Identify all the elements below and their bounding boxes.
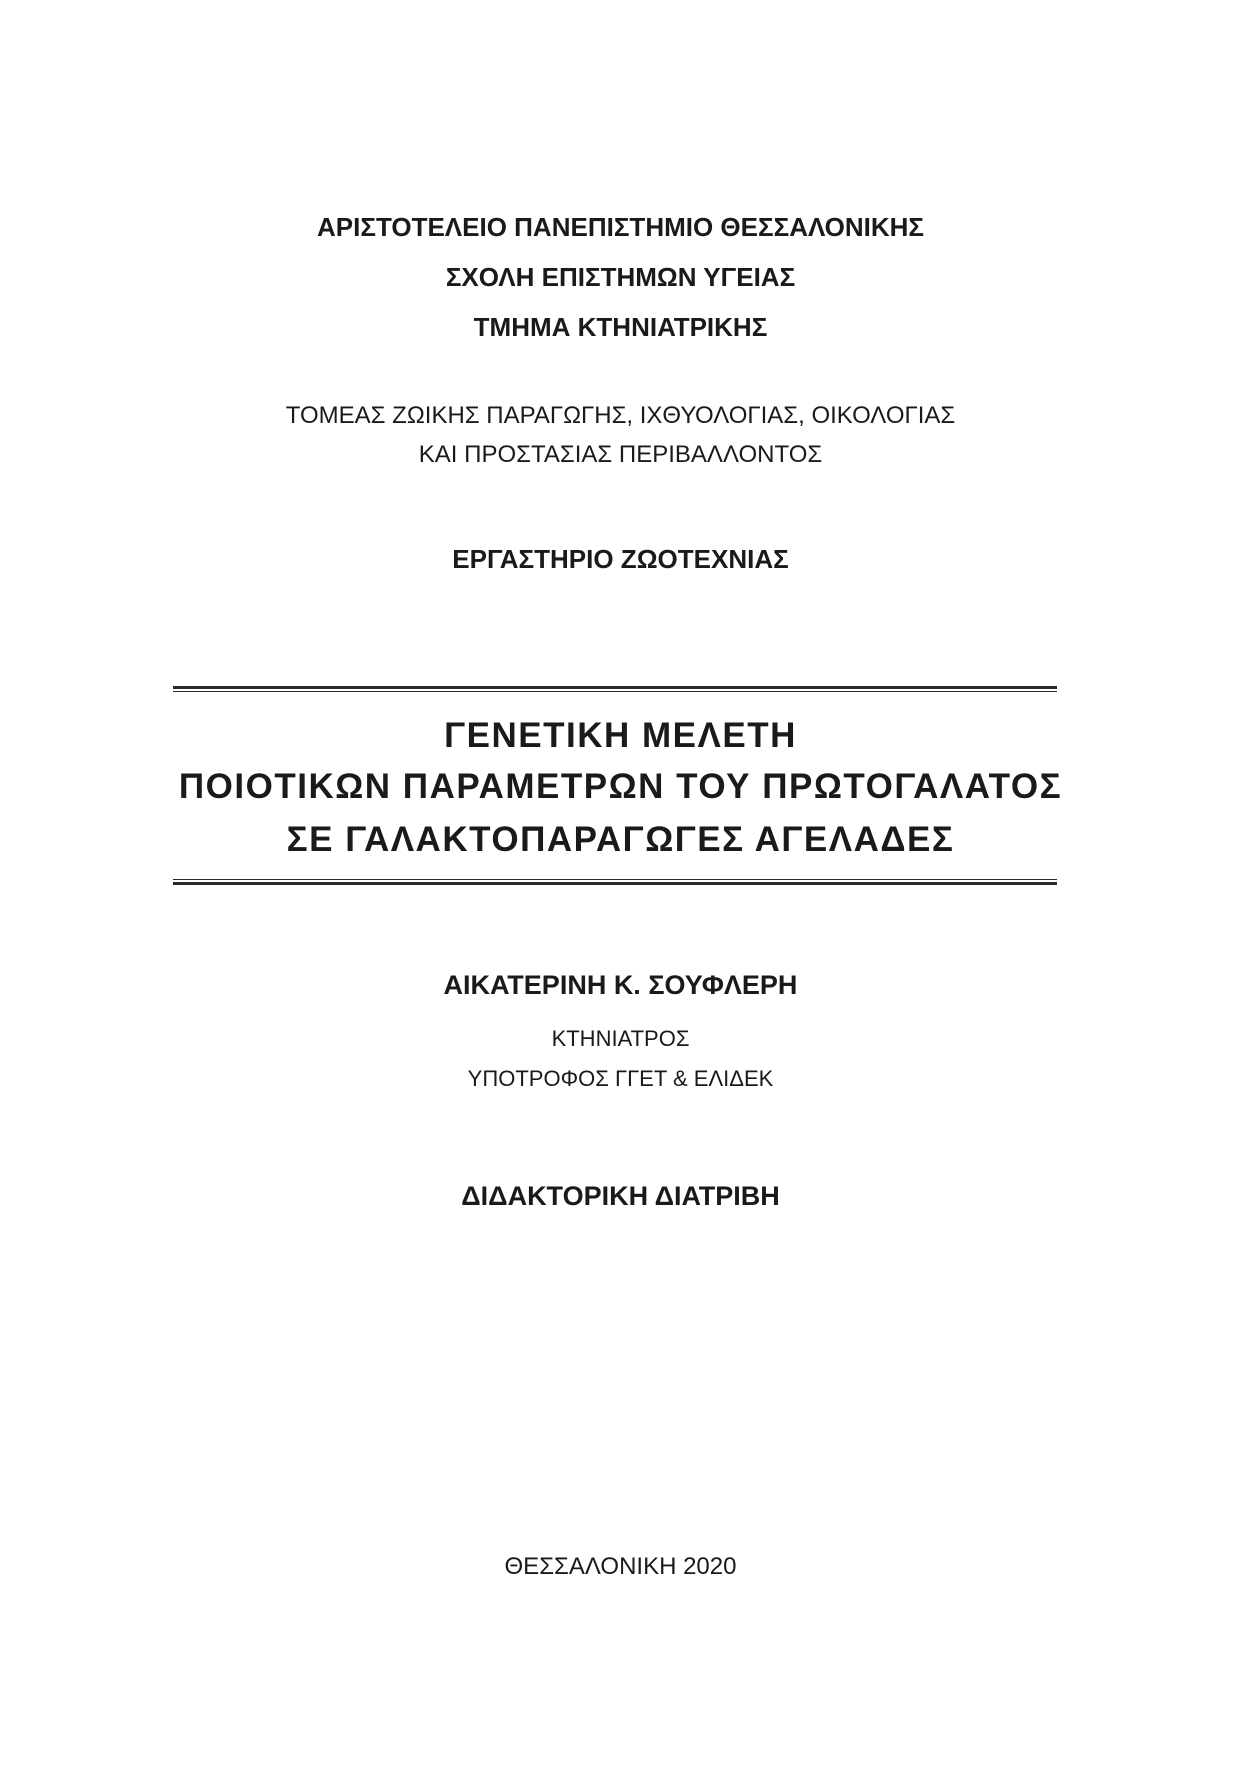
document-type: ΔΙΔΑΚΤΟΡΙΚΗ ΔΙΑΤΡΙΒΗ <box>461 1181 780 1211</box>
place-year: ΘΕΣΣΑΛΟΝΙΚΗ 2020 <box>504 1553 737 1580</box>
thesis-title-line-3: ΣΕ ΓΑΛΑΚΤΟΠΑΡΑΓΩΓΕΣ ΑΓΕΛΑΔΕΣ <box>286 820 955 859</box>
author-fellowship: ΥΠΟΤΡΟΦΟΣ ΓΓΕΤ & ΕΛΙΔΕΚ <box>467 1066 774 1091</box>
school-name: ΣΧΟΛΗ ΕΠΙΣΤΗΜΩΝ ΥΓΕΙΑΣ <box>445 262 796 292</box>
thesis-title-line-1: ΓΕΝΕΤΙΚΗ ΜΕΛΕΤΗ <box>444 716 797 755</box>
division-line-2: ΚΑΙ ΠΡΟΣΤΑΣΙΑΣ ΠΕΡΙΒΑΛΛΟΝΤΟΣ <box>418 441 823 468</box>
university-name: ΑΡΙΣΤΟΤΕΛΕΙΟ ΠΑΝΕΠΙΣΤΗΜΙΟ ΘΕΣΣΑΛΟΝΙΚΗΣ <box>317 212 924 242</box>
title-bottom-rule <box>173 879 1057 885</box>
author-name: ΑΙΚΑΤΕΡΙΝΗ Κ. ΣΟΥΦΛΕΡΗ <box>443 970 798 1000</box>
title-top-rule <box>173 686 1057 692</box>
department-name: ΤΜΗΜΑ ΚΤΗΝΙΑΤΡΙΚΗΣ <box>473 312 768 342</box>
author-profession: ΚΤΗΝΙΑΤΡΟΣ <box>551 1026 690 1051</box>
division-line-1: ΤΟΜΕΑΣ ΖΩΙΚΗΣ ΠΑΡΑΓΩΓΗΣ, ΙΧΘΥΟΛΟΓΙΑΣ, ΟΙΚΟΛΟΓΙΑΣ <box>285 402 956 429</box>
laboratory-name: ΕΡΓΑΣΤΗΡΙΟ ΖΩΟΤΕΧΝΙΑΣ <box>452 544 789 574</box>
thesis-title-line-2: ΠΟΙΟΤΙΚΩΝ ΠΑΡΑΜΕΤΡΩΝ ΤΟΥ ΠΡΩΤΟΓΑΛΑΤΟΣ <box>178 767 1063 806</box>
